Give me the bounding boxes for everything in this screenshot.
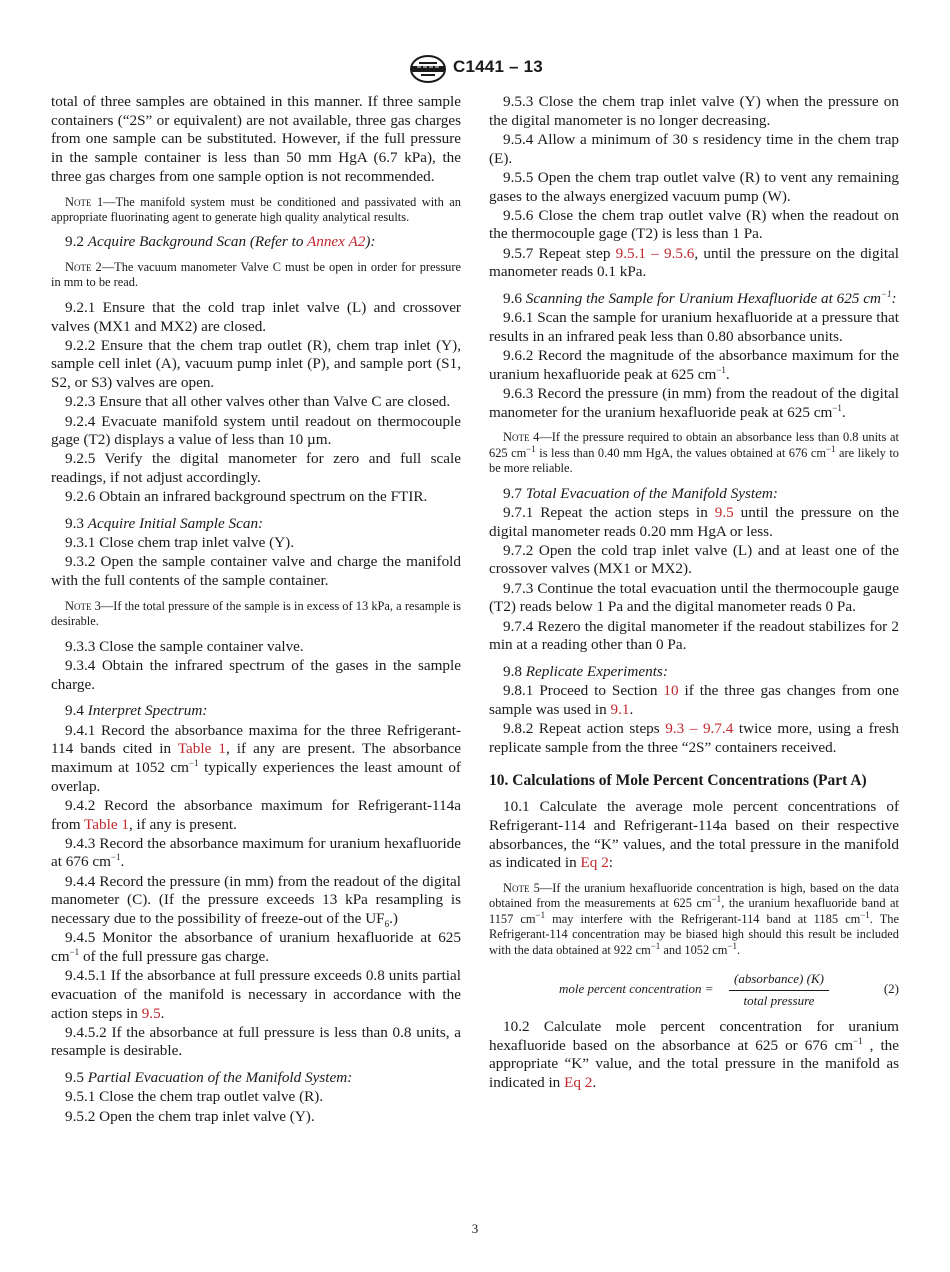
paragraph-9-6-1: 9.6.1 Scan the sample for uranium hexafluoride at a pressure that results in an infrared peak less than 0.80 absorbance units.: [489, 309, 899, 345]
section-9-8-heading: 9.8 Replicate Experiments:: [503, 663, 668, 680]
steps-9-5-1-to-9-5-6-link[interactable]: 9.5.1 – 9.5.6: [615, 244, 695, 262]
paragraph-9-5-7: 9.5.7 Repeat step 9.5.1 – 9.5.6, until the pressure on the digital manometer reads 0.1 kPa.: [489, 244, 900, 281]
section-10-link[interactable]: 10: [663, 682, 679, 700]
paragraph-9-2-5: 9.2.5 Verify the digital manometer for zero and full scale readings, if not adjust accordingly.: [51, 450, 461, 487]
section-9-5-heading: 9.5 Partial Evacuation of the Manifold System:: [65, 1069, 353, 1087]
document-designation: C1441 – 13: [453, 57, 543, 76]
note-3: Note 3—If the total pressure of the sample is in excess of 13 kPa, a resample is desirable.: [51, 598, 461, 629]
equation-2: [489, 970, 899, 1008]
paragraph-9-5-3: 9.5.3 Close the chem trap inlet valve (Y) when the pressure on the digital manometer is no longer decreasing.: [489, 93, 899, 129]
section-9-6-heading: 9.6 Scanning the Sample for Uranium Hexafluoride at 625 $cm^{-1}$:: [503, 288, 897, 308]
section-9-5-link[interactable]: 9.5: [714, 503, 734, 521]
astm-logo-icon: [409, 54, 447, 84]
section-9-3-heading: 9.3 Acquire Initial Sample Scan:: [65, 515, 264, 533]
equation-fraction: [729, 970, 829, 1010]
page-header: [0, 54, 950, 86]
paragraph-9-7-3: 9.7.3 Continue the total evacuation until the thermocouple gauge (T2) reads below 1 Pa and the digital manometer reads 0 Pa.: [489, 579, 899, 616]
equation-lhs: mole percent concentration =: [559, 981, 714, 997]
paragraph-9-8-2: 9.8.2 Repeat action steps 9.3 – 9.7.4 twice more, using a fresh replicate sample from the three “2S” containers received.: [489, 720, 900, 756]
steps-9-3-to-9-7-4-link[interactable]: 9.3 – 9.7.4: [665, 720, 734, 738]
paragraph-9-4-1: 9.4.1 Record the absorbance maxima for the three Refrigerant-114 bands cited in Table 1, if any are present. The absorbance maximum at 1052 $cm^{-1}$ typically experiences the least amount of overlap.: [51, 721, 461, 795]
section-9-5-link[interactable]: 9.5: [141, 1004, 161, 1022]
section-9-7-heading: 9.7 Total Evacuation of the Manifold System:: [503, 484, 778, 502]
paragraph-9-6-3: 9.6.3 Record the pressure (in mm) from the readout of the digital manometer for the uranium hexafluoride peak at 625 $cm^{-1}$.: [489, 385, 899, 421]
paragraph-9-5-1: 9.5.1 Close the chem trap outlet valve (R).: [65, 1088, 324, 1106]
note-1: Note 1—The manifold system must be conditioned and passivated with an appropriate fluorinating agent to generate high quality analytical results.: [51, 194, 461, 224]
note-5: Note 5—If the uranium hexafluoride concentration is high, based on the data obtained from the measurements at 625 $cm^{-1}$, the uranium hexafluoride band at 1157 $cm^{-1}$ may interfere with the Refrigerant-114 band at 1185 $cm^{-1}$. The Refrigerant-114 concentration may be biased high should this result be included with the data obtained at 922 $cm^{-1}$ and 1052 $cm^{-1}$.: [489, 881, 899, 957]
annex-a2-link[interactable]: Annex A2: [306, 233, 366, 251]
paragraph-9-5-2: 9.5.2 Open the chem trap inlet valve (Y).: [65, 1107, 315, 1125]
paragraph-9-2-2: 9.2.2 Ensure that the chem trap outlet (R), chem trap inlet (Y), sample cell inlet (A), vacuum pump inlet (P), and sample port (S1, S2, or S3) valves are open.: [51, 336, 461, 392]
section-10-title: 10. Calculations of Mole Percent Concentrations (Part A): [489, 771, 867, 789]
paragraph-9-3-1: 9.3.1 Close chem trap inlet valve (Y).: [65, 534, 295, 552]
section-9-2-heading: 9.2 Acquire Background Scan (Refer to Annex A2):: [65, 233, 376, 251]
paragraph-9-2-4: 9.2.4 Evacuate manifold system until readout on thermocouple gage (T2) displays a value of less than 10 µm.: [51, 412, 461, 449]
paragraph-9-3-3: 9.3.3 Close the sample container valve.: [65, 637, 304, 655]
paragraph-9-5-4: 9.5.4 Allow a minimum of 30 s residency time in the chem trap (E).: [489, 130, 899, 167]
paragraph-9-8-1: 9.8.1 Proceed to Section 10 if the three gas changes from one sample was used in 9.1.: [489, 682, 899, 718]
paragraph-9-5-6: 9.5.6 Close the chem trap outlet valve (R) when the readout on the thermocouple gage (T2) is less than 1 Pa.: [489, 206, 899, 243]
section-9-1-link[interactable]: 9.1: [610, 700, 630, 718]
paragraph-9-4-3: 9.4.3 Record the absorbance maximum for uranium hexafluoride at 676 $cm^{-1}$.: [51, 834, 461, 871]
note-2: Note 2—The vacuum manometer Valve C must be open in order for pressure in mm to be read.: [51, 260, 461, 290]
paragraph-9-2-1: 9.2.1 Ensure that the cold trap inlet valve (L) and crossover valves (MX1 and MX2) are closed.: [51, 298, 461, 335]
paragraph-10-1: 10.1 Calculate the average mole percent concentrations of Refrigerant-114 and Refrigerant-114a based on their respective absorbances, the “K” values, and the total pressure in the manifold as indicated in Eq 2:: [489, 798, 899, 872]
paragraph-9-4-5-2: 9.4.5.2 If the absorbance at full pressure is less than 0.8 units, a resample is desirable.: [51, 1023, 461, 1060]
paragraph-9-3-4: 9.3.4 Obtain the infrared spectrum of the gases in the sample charge.: [51, 656, 461, 693]
right-column: [489, 93, 899, 1093]
section-9-4-heading: 9.4 Interpret Spectrum:: [65, 702, 208, 720]
paragraph-9-5-5: 9.5.5 Open the chem trap outlet valve (R) to vent any remaining gases to the always energized vacuum pump (W).: [489, 168, 899, 205]
equation-denominator: total pressure: [743, 992, 815, 1008]
eq-2-link[interactable]: Eq 2: [564, 1074, 593, 1092]
page-number: 3: [471, 1221, 479, 1236]
table-1-link[interactable]: Table 1: [177, 740, 226, 758]
paragraph-intro: total of three samples are obtained in this manner. If three sample containers (“2S” or equivalent) are not available, three gas charges from one sample can be substituted. However, if the full pressure in the sample container is less than 50 mm HgA (6.7 kPa), the three gas charges from one sample option is not recommended.: [51, 93, 461, 185]
eq-2-link[interactable]: Eq 2: [580, 854, 609, 872]
paragraph-9-4-4: 9.4.4 Record the pressure (in mm) from the readout of the digital manometer (C). (If the pressure exceeds 13 kPa resampling is necessary due to the possibility of freeze-out of the $UF_6$.): [51, 872, 461, 930]
paragraph-9-2-6: 9.2.6 Obtain an infrared background spectrum on the FTIR.: [65, 488, 428, 506]
equation-number: (2): [883, 981, 899, 997]
note-4: Note 4—If the pressure required to obtain an absorbance less than 0.8 units at 625 $cm^{-1}$ is less than 0.40 mm HgA, the values obtained at 676 $cm^{-1}$ are likely to be more reliable.: [489, 430, 899, 476]
paragraph-9-3-2: 9.3.2 Open the sample container valve and charge the manifold with the full contents of the sample container.: [51, 553, 461, 590]
left-column: [51, 93, 461, 1127]
paragraph-9-7-2: 9.7.2 Open the cold trap inlet valve (L) and at least one of the crossover valves (MX1 or MX2).: [489, 541, 899, 578]
paragraph-9-6-2: 9.6.2 Record the magnitude of the absorbance maximum for the uranium hexafluoride peak at 625 $cm^{-1}$.: [489, 347, 899, 383]
paragraph-9-2-3: 9.2.3 Ensure that all other valves other than Valve C are closed.: [65, 393, 451, 411]
paragraph-9-4-2: 9.4.2 Record the absorbance maximum for Refrigerant-114a from Table 1, if any is present.: [51, 796, 461, 833]
paragraph-10-2: 10.2 Calculate mole percent concentration for uranium hexafluoride based on the absorbance at 625 or 676 $cm^{-1}$ , the appropriate “K” value, and the total pressure in the manifold as indicated in Eq 2.: [489, 1018, 899, 1092]
table-1-link[interactable]: Table 1: [84, 815, 129, 833]
equation-numerator: (absorbance) (K): [729, 970, 829, 991]
paragraph-9-7-1: 9.7.1 Repeat the action steps in 9.5 until the pressure on the digital manometer reads 0.20 mm HgA or less.: [489, 503, 899, 540]
paragraph-9-4-5: 9.4.5 Monitor the absorbance of uranium hexafluoride at 625 $cm^{-1}$ of the full pressure gas charge.: [51, 929, 461, 965]
paragraph-9-4-5-1: 9.4.5.1 If the absorbance at full pressure exceeds 0.8 units partial evacuation of the manifold is necessary in accordance with the action steps in 9.5.: [51, 967, 461, 1022]
paragraph-9-7-4: 9.7.4 Rezero the digital manometer if the readout stabilizes for 2 min at a reading other than 0 Pa.: [489, 617, 899, 654]
